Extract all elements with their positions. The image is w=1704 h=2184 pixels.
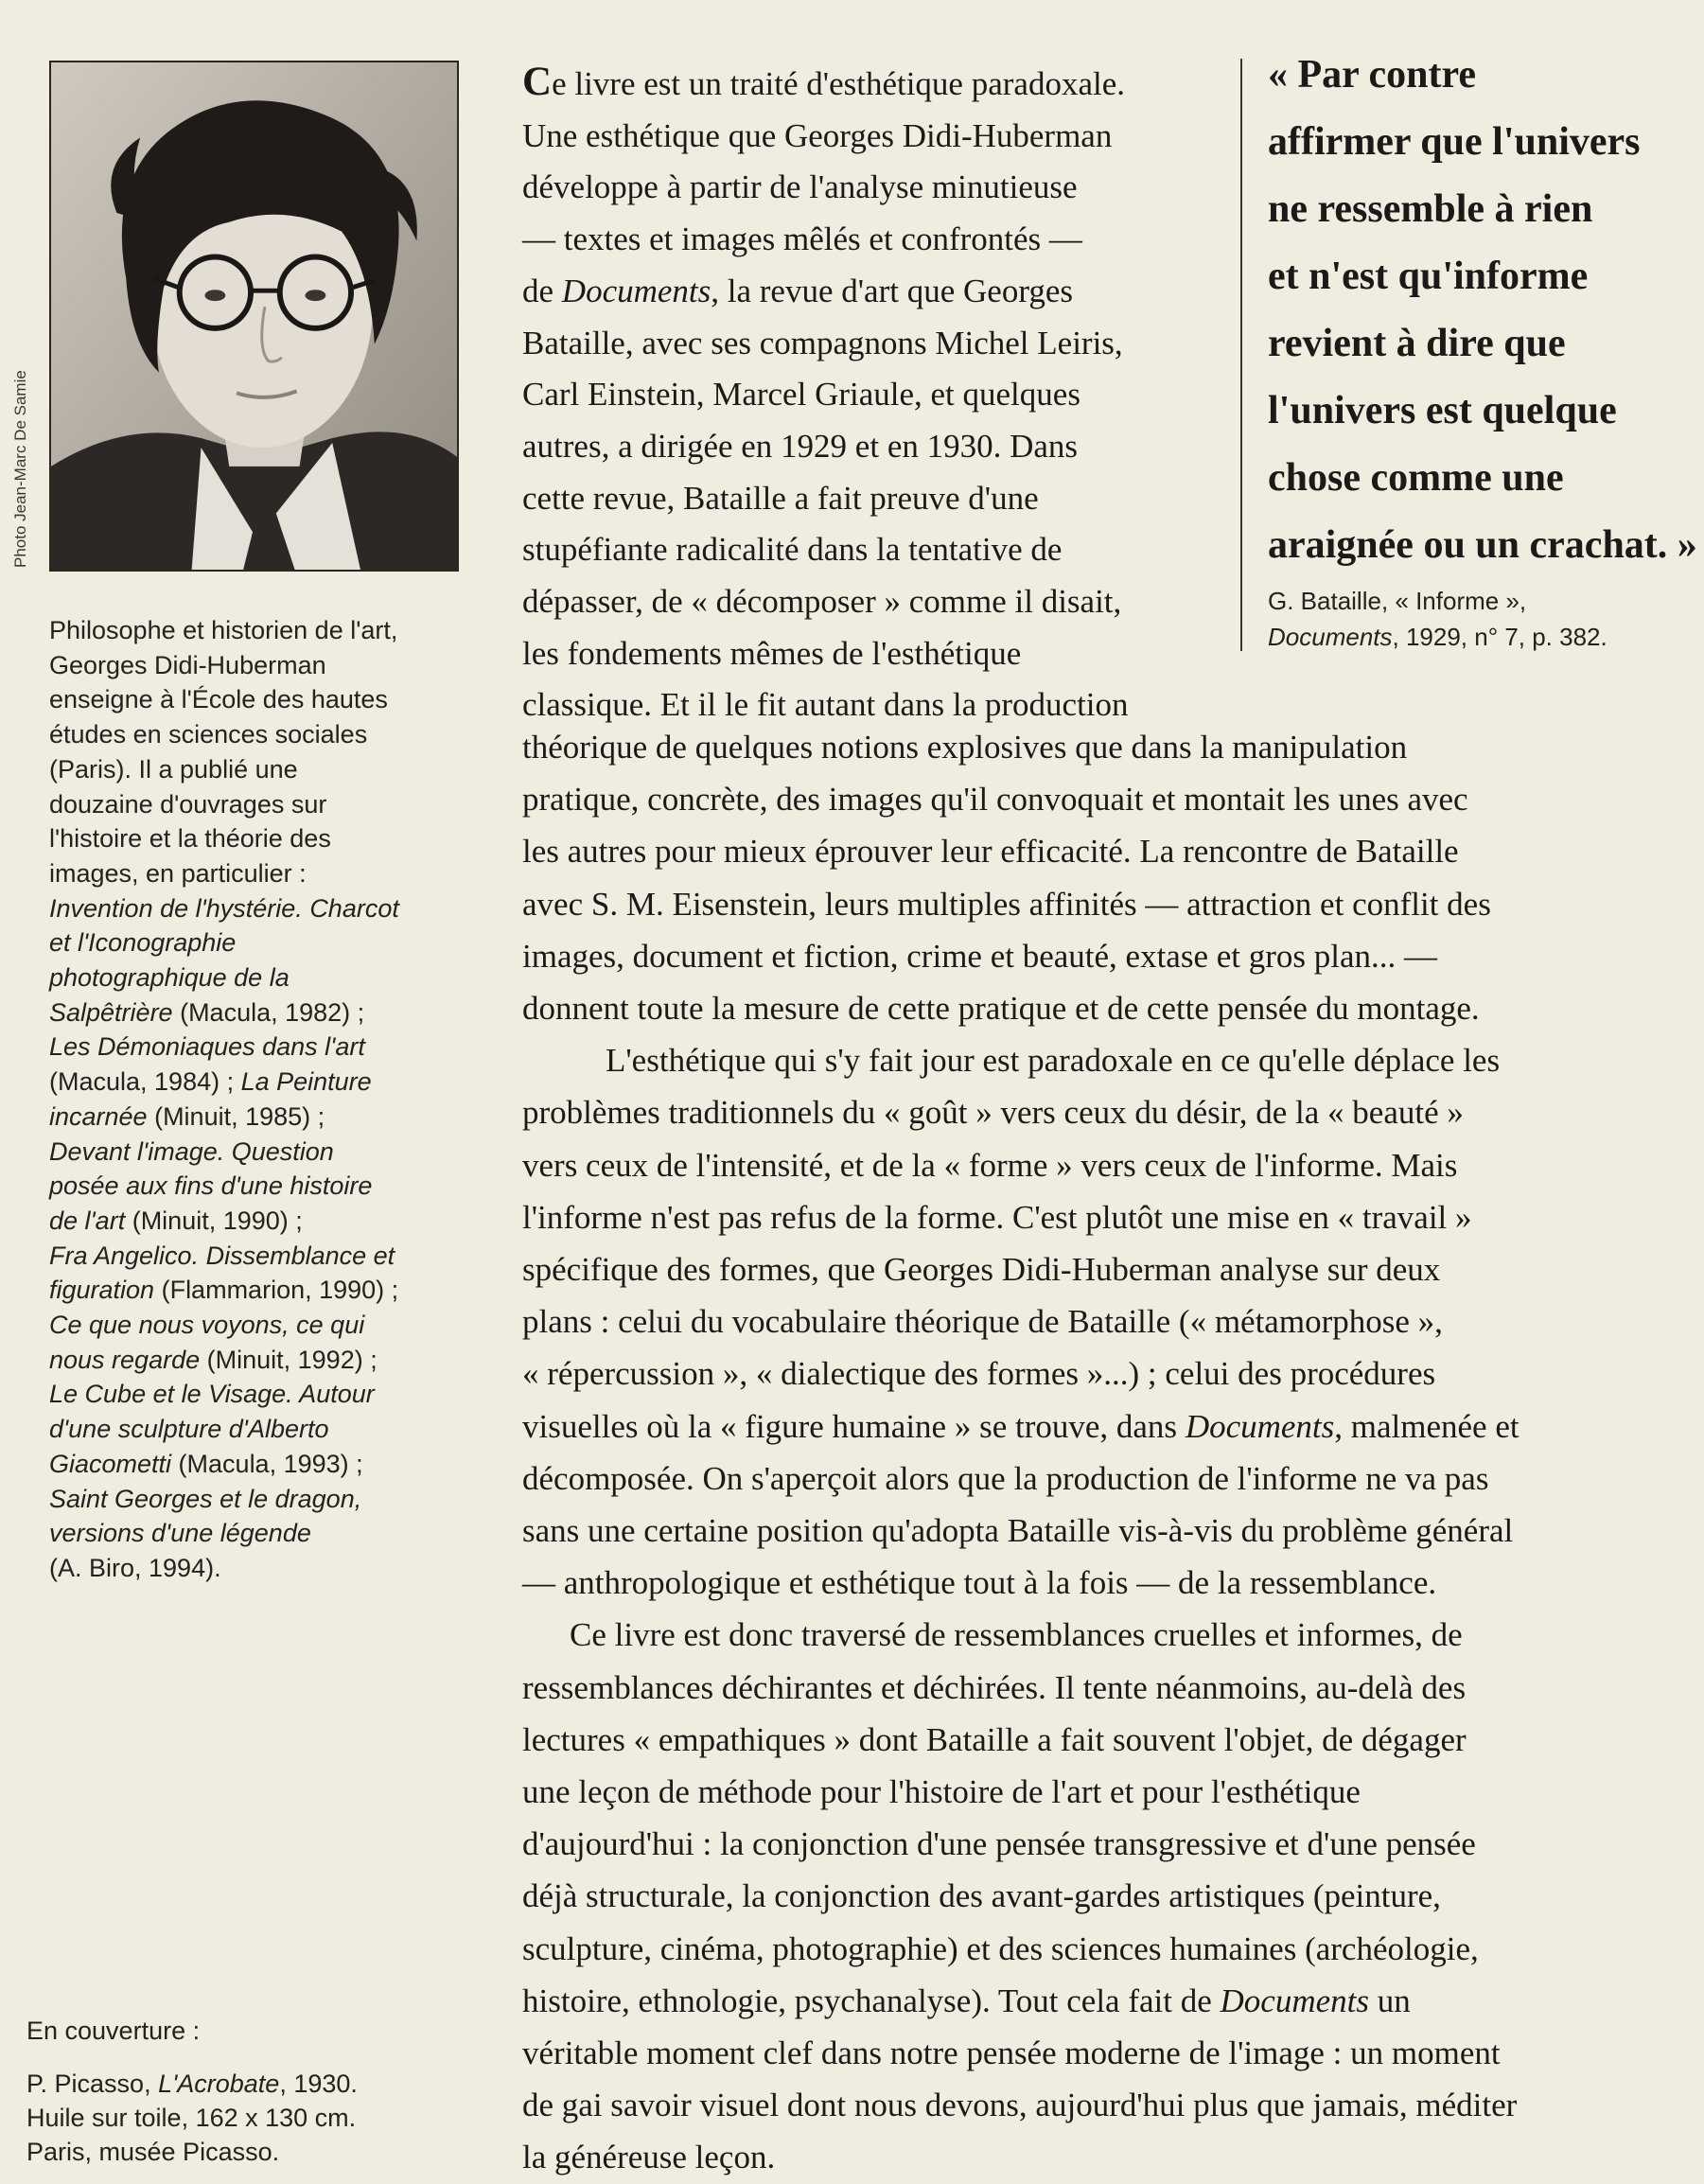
bibliography-line bbox=[49, 925, 466, 960]
text-run: versions d'une légende bbox=[49, 1519, 311, 1548]
text-run: classique. Et il le fit autant dans la production bbox=[522, 686, 1129, 724]
bibliography-line bbox=[49, 1516, 466, 1551]
bibliography-line bbox=[49, 1482, 466, 1517]
bibliography-line bbox=[49, 1100, 466, 1135]
text-run: et l'Iconographie bbox=[49, 928, 237, 958]
text-line bbox=[522, 369, 1241, 421]
portrait-image bbox=[51, 62, 457, 570]
citation-line bbox=[1268, 619, 1694, 655]
text-run: (Minuit, 1990) ; bbox=[125, 1206, 303, 1235]
text-run: — anthropologique et esthétique tout à la fois — de la ressemblance. bbox=[522, 1564, 1437, 1602]
text-run: Les Démoniaques dans l'art bbox=[49, 1032, 365, 1062]
cover-details bbox=[26, 2067, 462, 2169]
text-line bbox=[522, 1295, 1686, 1347]
bibliography-line bbox=[49, 1239, 466, 1274]
quote-line: revient à dire que bbox=[1268, 322, 1566, 365]
text-line bbox=[522, 1557, 1686, 1609]
text-run: Devant l'image. Question bbox=[49, 1136, 334, 1166]
text-run: photographique de la bbox=[49, 963, 290, 993]
text-run: Ce livre est donc traversé de ressemblances cruelles et informes, de bbox=[570, 1616, 1463, 1654]
text-run: cette revue, Bataille a fait preuve d'une bbox=[522, 479, 1039, 517]
text-run: , la revue d'art que Georges bbox=[711, 272, 1073, 309]
bibliography-line bbox=[49, 1065, 466, 1100]
bibliography-line bbox=[49, 1377, 466, 1412]
text-line bbox=[522, 2027, 1686, 2079]
text-run: sans une certaine position qu'adopta Bataille vis-à-vis du problème général bbox=[522, 1512, 1514, 1550]
text-line bbox=[522, 1086, 1686, 1138]
text-line bbox=[522, 1505, 1686, 1557]
text-line bbox=[522, 1400, 1686, 1453]
text-line bbox=[522, 1609, 1686, 1661]
text-line bbox=[522, 1870, 1686, 1922]
text-run: L'esthétique qui s'y fait jour est paradoxale en ce qu'elle déplace les bbox=[606, 1042, 1501, 1080]
text-run: (Macula, 1993) ; bbox=[171, 1449, 363, 1478]
text-run: P. Picasso, bbox=[26, 2070, 159, 2098]
quote-line: l'univers est quelque bbox=[1268, 389, 1617, 432]
text-line bbox=[522, 1818, 1686, 1870]
text-run: ressemblances déchirantes et déchirées. Il tente néanmoins, au-delà des bbox=[522, 1668, 1467, 1706]
text-run: vers ceux de l'intensité, et de la « forme » vers ceux de l'informe. Mais bbox=[522, 1146, 1458, 1184]
bio-line: (Paris). Il a publié une bbox=[49, 754, 298, 784]
text-run: d'aujourd'hui : la conjonction d'une pensée transgressive et d'une pensée bbox=[522, 1825, 1476, 1863]
author-biography bbox=[49, 613, 466, 1586]
text-run: avec S. M. Eisenstein, leurs multiples affinités — attraction et conflit des bbox=[522, 885, 1491, 923]
text-run: e livre est un traité d'esthétique paradoxale. bbox=[552, 65, 1125, 102]
text-run: images, document et fiction, crime et beauté, extase et gros plan... — bbox=[522, 937, 1438, 975]
text-run: lectures « empathiques » dont Bataille a fait souvent l'objet, de dégager bbox=[522, 1720, 1467, 1758]
text-run: histoire, ethnologie, psychanalyse). Tout cela fait de bbox=[522, 1981, 1221, 2019]
quote-source bbox=[1268, 583, 1694, 655]
quote-line: « Par contre bbox=[1268, 53, 1477, 97]
bibliography-line bbox=[49, 1447, 466, 1482]
text-run: Bataille, avec ses compagnons Michel Leiris, bbox=[522, 324, 1123, 361]
text-run: théorique de quelques notions explosives que dans la manipulation bbox=[522, 729, 1408, 766]
text-run: posée aux fins d'une histoire bbox=[49, 1171, 373, 1201]
text-run: (Minuit, 1992) ; bbox=[200, 1345, 378, 1374]
text-run: de gai savoir visuel dont nous devons, aujourd'hui plus que jamais, méditer bbox=[522, 2087, 1518, 2124]
text-line bbox=[522, 878, 1686, 930]
text-run: Le Cube et le Visage. Autour bbox=[49, 1380, 375, 1409]
text-run: (A. Biro, 1994). bbox=[49, 1553, 221, 1582]
bibliography-line bbox=[49, 1169, 466, 1204]
text-run: véritable moment clef dans notre pensée moderne de l'image : un moment bbox=[522, 2034, 1501, 2072]
cover-heading: En couverture : bbox=[26, 2017, 201, 2045]
text-line bbox=[522, 1191, 1686, 1243]
bibliography-line bbox=[49, 995, 466, 1030]
bibliography-line bbox=[49, 1204, 466, 1239]
text-run: Documents bbox=[1268, 623, 1393, 651]
bibliography-line bbox=[49, 1273, 466, 1308]
text-line bbox=[522, 421, 1241, 473]
text-line bbox=[522, 214, 1241, 266]
photo-credit: Photo Jean-Marc De Samie bbox=[11, 370, 29, 568]
text-run: de l'art bbox=[49, 1206, 126, 1235]
text-run: pratique, concrète, des images qu'il convoquait et montait les unes avec bbox=[522, 781, 1468, 819]
text-run: la généreuse leçon. bbox=[522, 2139, 776, 2176]
text-line bbox=[522, 1714, 1686, 1766]
text-line bbox=[522, 721, 1686, 773]
quote-line: et n'est qu'informe bbox=[1268, 255, 1589, 298]
text-run: spécifique des formes, que Georges Didi-Huberman analyse sur deux bbox=[522, 1251, 1441, 1289]
text-line bbox=[522, 982, 1686, 1034]
text-run: autres, a dirigée en 1929 et en 1930. Dans bbox=[522, 427, 1079, 465]
bio-line: l'histoire et la théorie des bbox=[49, 824, 331, 854]
text-line bbox=[522, 57, 1241, 111]
quote-line: affirmer que l'univers bbox=[1268, 120, 1641, 164]
text-run: Documents bbox=[1185, 1407, 1335, 1445]
text-run: dépasser, de « décomposer » comme il disait, bbox=[522, 583, 1122, 621]
text-run: figuration bbox=[49, 1276, 155, 1305]
text-run: (Macula, 1984) ; bbox=[49, 1067, 241, 1097]
text-line bbox=[522, 266, 1241, 318]
main-text-intro bbox=[522, 57, 1241, 731]
cover-line bbox=[26, 2101, 462, 2135]
text-run: plans : celui du vocabulaire théorique de Bataille (« métamorphose », bbox=[522, 1303, 1443, 1341]
text-run: Salpêtrière bbox=[49, 997, 173, 1027]
text-line bbox=[522, 1243, 1686, 1295]
text-run: incarnée bbox=[49, 1101, 148, 1131]
quote-line: araignée ou un crachat. » bbox=[1268, 523, 1697, 567]
text-line bbox=[522, 318, 1241, 370]
text-run: déjà structurale, la conjonction des avant-gardes artistiques (peinture, bbox=[522, 1877, 1441, 1915]
citation-line bbox=[1268, 583, 1694, 619]
text-run: Saint Georges et le dragon, bbox=[49, 1484, 362, 1513]
bibliography-line bbox=[49, 960, 466, 995]
text-line bbox=[522, 2131, 1686, 2183]
quote-line: chose comme une bbox=[1268, 456, 1564, 500]
text-line bbox=[522, 1034, 1686, 1086]
text-run: , 1929, n° 7, p. 382. bbox=[1392, 623, 1607, 651]
text-run: Une esthétique que Georges Didi-Huberman bbox=[522, 116, 1113, 154]
text-run: — textes et images mêlés et confrontés — bbox=[522, 220, 1082, 258]
text-run: (Macula, 1982) ; bbox=[172, 997, 365, 1027]
text-run: (Minuit, 1985) ; bbox=[147, 1101, 325, 1131]
text-run: visuelles où la « figure humaine » se trouve, dans bbox=[522, 1407, 1186, 1445]
text-line bbox=[522, 773, 1686, 825]
text-line bbox=[522, 576, 1241, 628]
text-run: Fra Angelico. Dissemblance et bbox=[49, 1241, 395, 1270]
bio-line: Georges Didi-Huberman bbox=[49, 650, 326, 679]
text-run: « répercussion », « dialectique des formes »...) ; celui des procédures bbox=[522, 1355, 1436, 1393]
initial-letter: C bbox=[522, 60, 553, 104]
text-run: Ce que nous voyons, ce qui bbox=[49, 1311, 365, 1340]
text-line bbox=[522, 524, 1241, 576]
text-run: une leçon de méthode pour l'histoire de l'art et pour l'esthétique bbox=[522, 1773, 1361, 1811]
text-run: , malmenée et bbox=[1334, 1407, 1520, 1445]
text-line bbox=[522, 825, 1686, 877]
cover-credit bbox=[26, 2014, 462, 2169]
text-line bbox=[522, 2079, 1686, 2131]
text-run: Invention de l'hystérie. Charcot bbox=[49, 893, 399, 923]
cover-line bbox=[26, 2135, 462, 2169]
text-run: Giacometti bbox=[49, 1449, 172, 1478]
text-run: Documents bbox=[1220, 1981, 1369, 2019]
text-line bbox=[522, 1923, 1686, 1975]
text-run: Carl Einstein, Marcel Griaule, et quelques bbox=[522, 376, 1080, 414]
text-line bbox=[522, 162, 1241, 214]
text-line bbox=[522, 1453, 1686, 1505]
text-line bbox=[522, 473, 1241, 525]
bibliography-line bbox=[49, 1030, 466, 1065]
bibliography-line bbox=[49, 1551, 466, 1586]
text-run: les autres pour mieux éprouver leur efficacité. La rencontre de Bataille bbox=[522, 833, 1459, 871]
text-line bbox=[522, 111, 1241, 163]
text-run: l'informe n'est pas refus de la forme. C'est plutôt une mise en « travail » bbox=[522, 1198, 1472, 1236]
bio-line: images, en particulier : bbox=[49, 858, 307, 888]
text-run: donnent toute la mesure de cette pratique et de cette pensée du montage. bbox=[522, 990, 1480, 1028]
bio-line: études en sciences sociales bbox=[49, 720, 368, 749]
text-run: L'Acrobate bbox=[158, 2070, 280, 2098]
text-run: Documents bbox=[561, 272, 711, 309]
bibliography-line bbox=[49, 1308, 466, 1343]
text-run: de bbox=[522, 272, 562, 309]
text-line bbox=[522, 1766, 1686, 1818]
text-run: , 1930. bbox=[279, 2070, 358, 2098]
text-run: La Peinture bbox=[240, 1067, 372, 1097]
text-run: développe à partir de l'analyse minutieuse bbox=[522, 168, 1078, 206]
bio-line: douzaine d'ouvrages sur bbox=[49, 789, 327, 819]
text-run: décomposée. On s'aperçoit alors que la production de l'informe ne va pas bbox=[522, 1459, 1489, 1497]
bio-line: enseigne à l'École des hautes bbox=[49, 685, 388, 714]
text-line bbox=[522, 628, 1241, 680]
bibliography-line bbox=[49, 1135, 466, 1170]
text-line bbox=[522, 930, 1686, 982]
cover-line bbox=[26, 2067, 462, 2101]
text-run: problèmes traditionnels du « goût » vers ceux du désir, de la « beauté » bbox=[522, 1094, 1464, 1132]
text-line bbox=[522, 1347, 1686, 1400]
quote-line: ne ressemble à rien bbox=[1268, 187, 1593, 231]
text-run: nous regarde bbox=[49, 1345, 201, 1374]
text-run: un bbox=[1368, 1981, 1411, 2019]
bibliography-line bbox=[49, 891, 466, 926]
bibliography-line bbox=[49, 1412, 466, 1447]
text-run: G. Bataille, « Informe », bbox=[1268, 587, 1527, 615]
bataille-quote bbox=[1268, 42, 1697, 579]
text-line bbox=[522, 1662, 1686, 1714]
text-run: stupéfiante radicalité dans la tentative de bbox=[522, 531, 1063, 569]
bibliography-line bbox=[49, 1343, 466, 1378]
text-line bbox=[522, 1975, 1686, 2027]
text-run: Huile sur toile, 162 x 130 cm. bbox=[26, 2104, 357, 2132]
text-line bbox=[522, 1139, 1686, 1191]
text-run: d'une sculpture d'Alberto bbox=[49, 1415, 329, 1444]
author-photo bbox=[49, 61, 459, 572]
text-run: les fondements mêmes de l'esthétique bbox=[522, 634, 1022, 672]
quote-divider bbox=[1240, 59, 1242, 651]
text-run: (Flammarion, 1990) ; bbox=[154, 1276, 399, 1305]
main-text-body bbox=[522, 721, 1686, 2184]
text-run: Paris, musée Picasso. bbox=[26, 2138, 280, 2166]
bio-line: Philosophe et historien de l'art, bbox=[49, 616, 398, 644]
text-run: sculpture, cinéma, photographie) et des sciences humaines (archéologie, bbox=[522, 1929, 1479, 1967]
